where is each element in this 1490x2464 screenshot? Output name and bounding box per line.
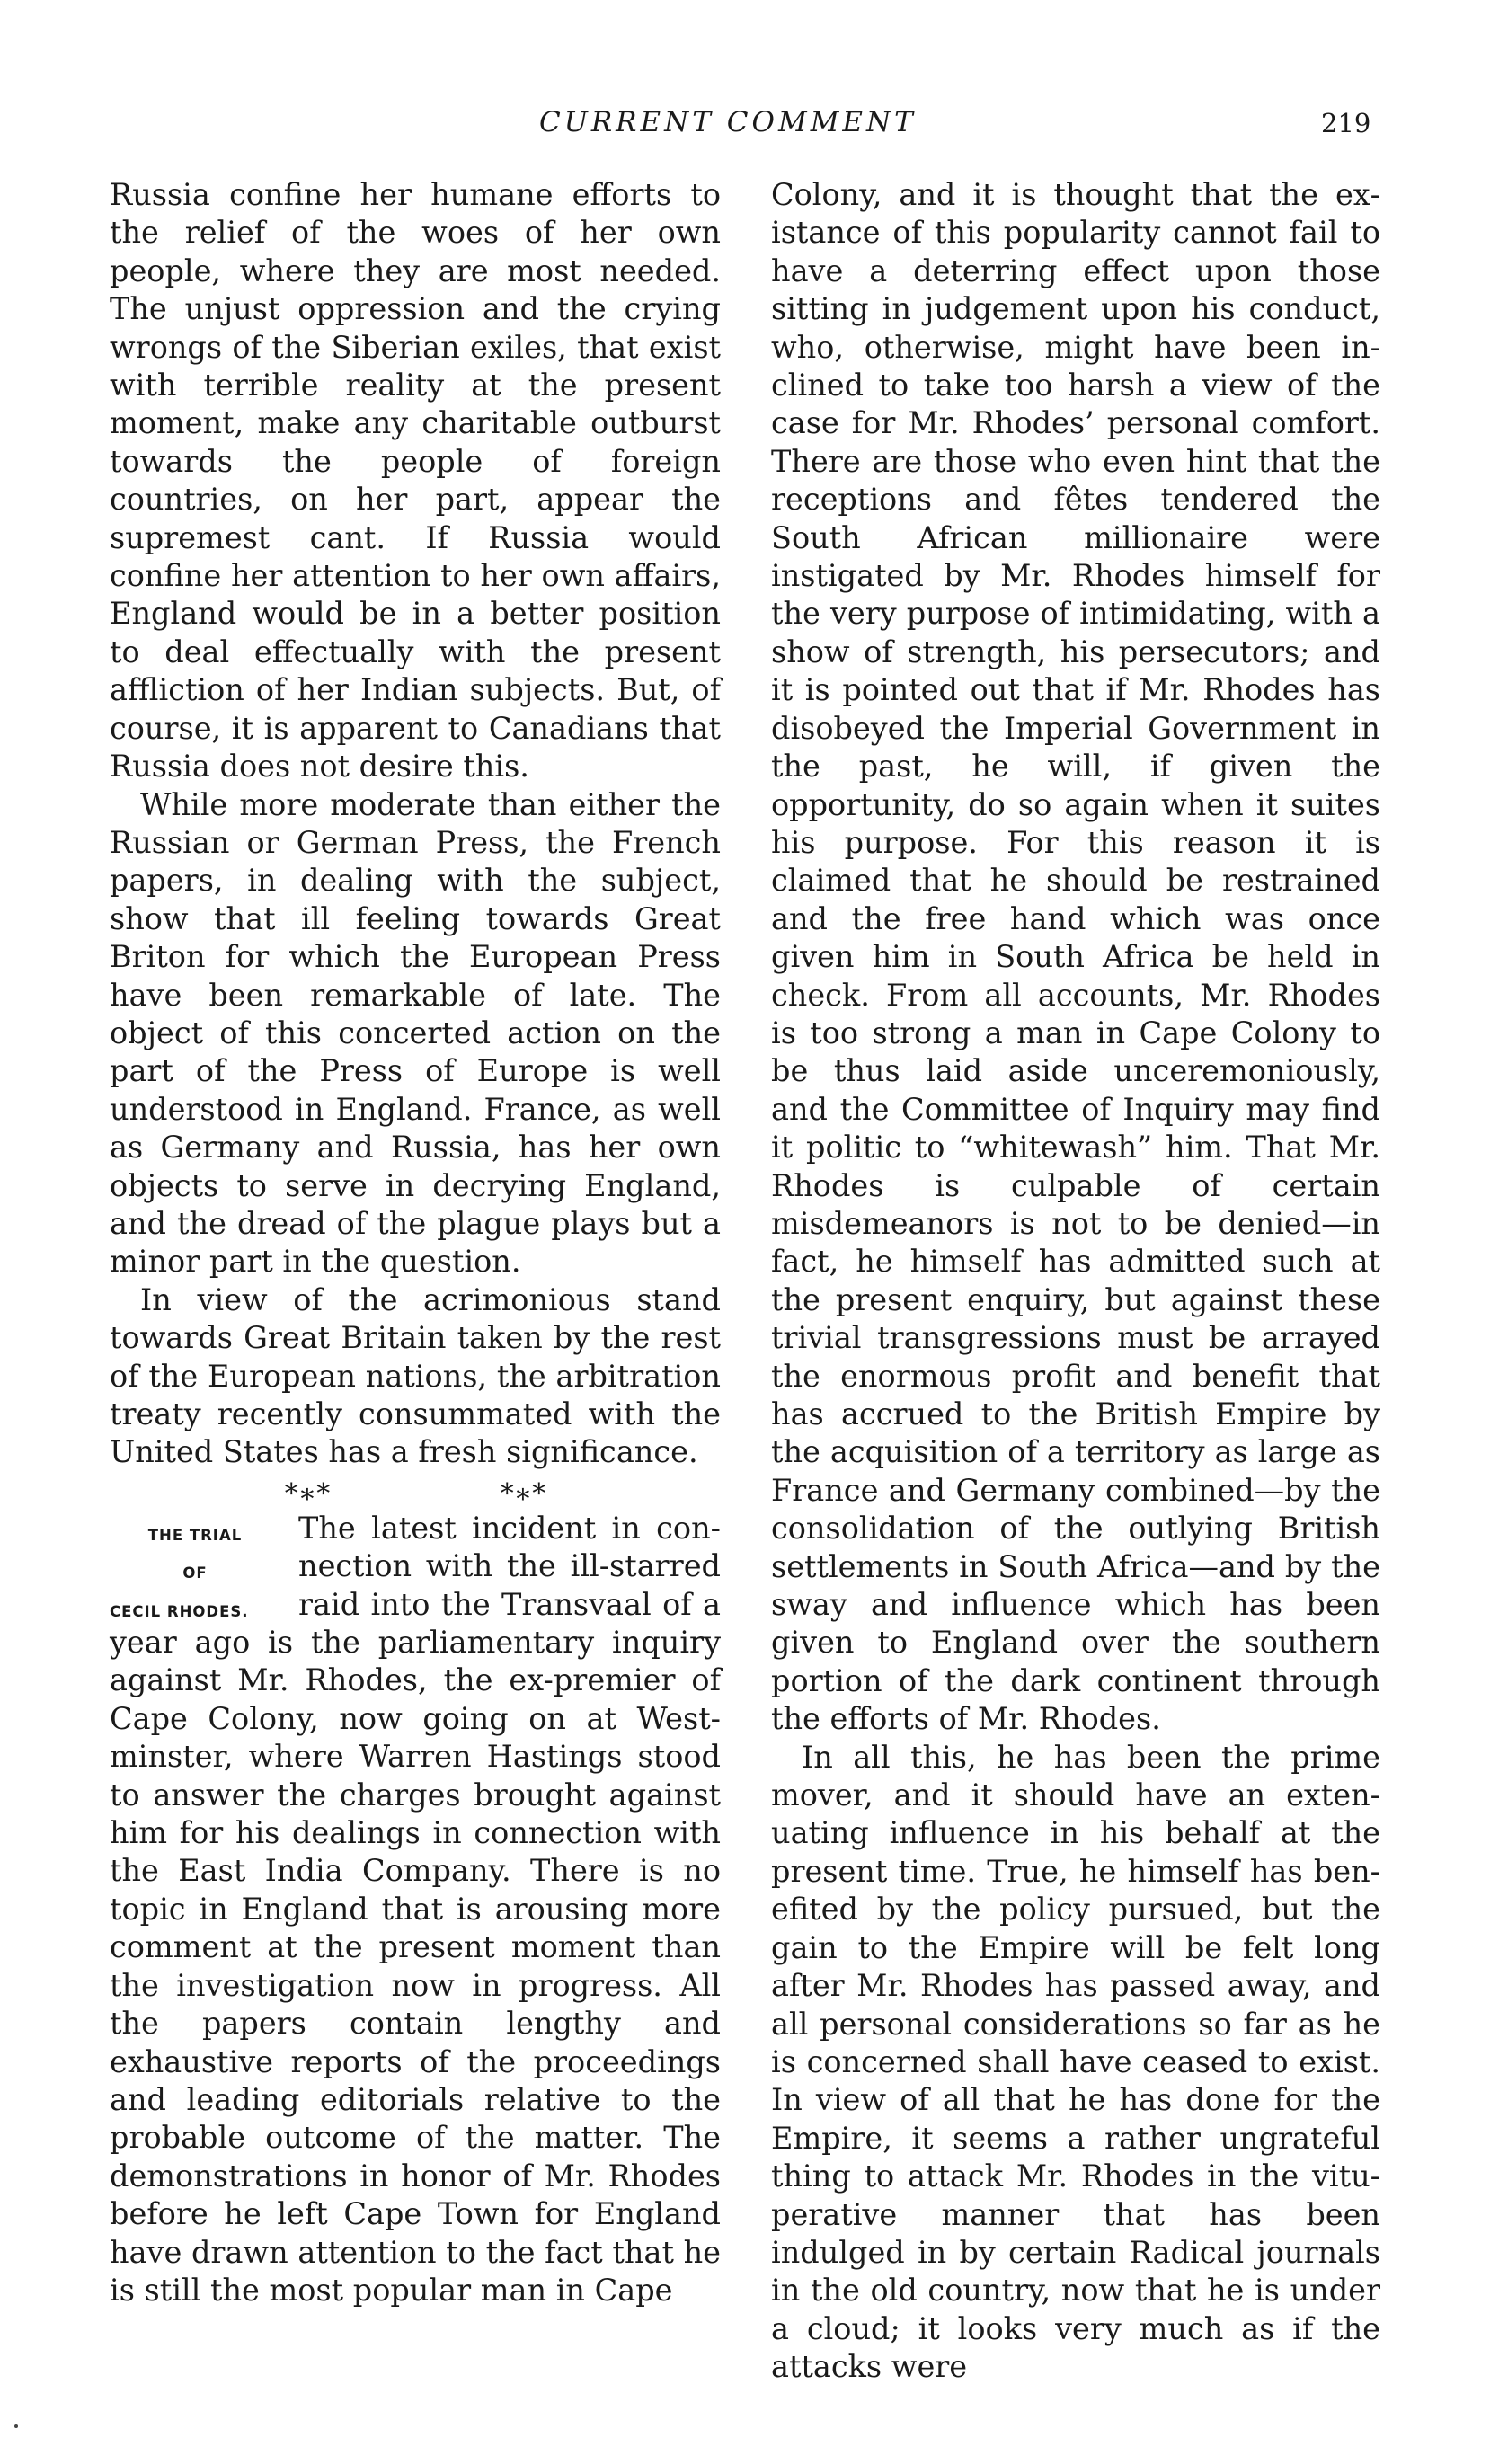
separator-asterisks-right: *∗* <box>500 1477 546 1510</box>
side-heading-line: OF <box>182 1564 208 1582</box>
paragraph: In all this, he has been the prime mover, and it should have an extenuating influence in his behalf at the present time. True, he himself has benefited by the policy pursued, but the gain to the Empire will be felt long after Mr. Rhodes has passed away, and all personal considerations so far as he is concerned shall have ceased to exist. In view of all that he has done for the Empire, it seems a rather ungrateful thing to attack Mr. Rhodes in the vituperative manner that has been indulged in by certain Radical journals in the old country, now that he is under a cloud; it looks very much as if the attacks were <box>771 1739 1380 2385</box>
paragraph: In view of the acrimonious stand towards Great Britain taken by the rest of the European nations, the arbitration treaty recently consummated with the United States has a fresh significance. <box>110 1281 721 1470</box>
side-heading <box>110 1517 280 1631</box>
left-column <box>110 176 721 2309</box>
right-column <box>771 176 1380 2387</box>
margin-mark <box>14 2424 18 2428</box>
running-head <box>0 106 1490 146</box>
separator-asterisks-left: *∗* <box>284 1477 331 1510</box>
section-separator <box>110 1472 721 1510</box>
running-title: CURRENT COMMENT <box>539 106 917 138</box>
paragraph: Russia confine her humane efforts to the relief of the woes of her own people, where they are most needed. The unjust oppression and the crying wrongs of the Siberian exiles, that exist with terrible reality at the present moment, make any charitable outburst towards the people of foreign countries, on her part, appear the supremest cant. If Russia would confine her attention to her own affairs, England would be in a better position to deal effectually with the present affliction of her Indian subjects. But, of course, it is apparent to Canadians that Russia does not desire this. <box>110 177 721 784</box>
paragraph: Colony, and it is thought that the existance of this popularity cannot fail to have a deterring effect upon those sitting in judgement upon his conduct, who, otherwise, might have been inclined to take too harsh a view of the case for Mr. Rhodes’ personal comfort. There are those who even hint that the receptions and fêtes tendered the South African millionaire were instigated by Mr. Rhodes himself for the very purpose of intimidating, with a show of strength, his persecutors; and it is pointed out that if Mr. Rhodes has disobeyed the Imperial Government in the past, he will, if given the opportunity, do so again when it suites his purpose. For this reason it is claimed that he should be restrained and the free hand which was once given him in South Africa be held in check. From all accounts, Mr. Rhodes is too strong a man in Cape Colony to be thus laid aside unceremoniously, and the Committee of Inquiry may find it politic to “whitewash” him. That Mr. Rhodes is culpable of certain misdemeanors is not to be denied—in fact, he himself has admitted such at the present enquiry, but against these trivial transgressions must be arrayed the enormous profit and benefit that has accrued to the British Empire by the acquisition of a territory as large as France and Germany combined—by the consolidation of the outlying British settlements in South Africa—and by the sway and influence which has been given to England over the southern portion of the dark continent through the efforts of Mr. Rhodes. <box>771 177 1380 1737</box>
paragraph: The latest incident in connection with the ill-starred raid into the Transvaal of a year ago is the parliamentary inquiry against Mr. Rhodes, the ex-premier of Cape Colony, now going on at Westminster, where Warren Hastings stood to answer the charges brought against him for his dealings in connection with the East India Company. There is no topic in England that is arousing more comment at the present moment than the investigation now in progress. All the papers contain lengthy and exhaustive reports of the proceedings and leading editorials relative to the probable outcome of the matter. The demonstrations in honor of Mr. Rhodes before he left Cape Town for England have drawn attention to the fact that he is still the most popular man in Cape <box>110 1510 721 2308</box>
side-heading-line: CECIL RHODES. <box>110 1602 249 1620</box>
page-number: 219 <box>1321 108 1371 138</box>
section-the-trial-of-cecil-rhodes <box>110 1510 721 2310</box>
side-heading-line: THE TRIAL <box>147 1526 243 1544</box>
paragraph: While more moderate than either the Russian or German Press, the French papers, in dealing with the subject, show that ill feeling towards Great Briton for which the European Press have been remarkable of late. The object of this concerted action on the part of the Press of Europe is well understood in England. France, as well as Germany and Russia, has her own objects to serve in decrying England, and the dread of the plague plays but a minor part in the question. <box>110 786 721 1280</box>
